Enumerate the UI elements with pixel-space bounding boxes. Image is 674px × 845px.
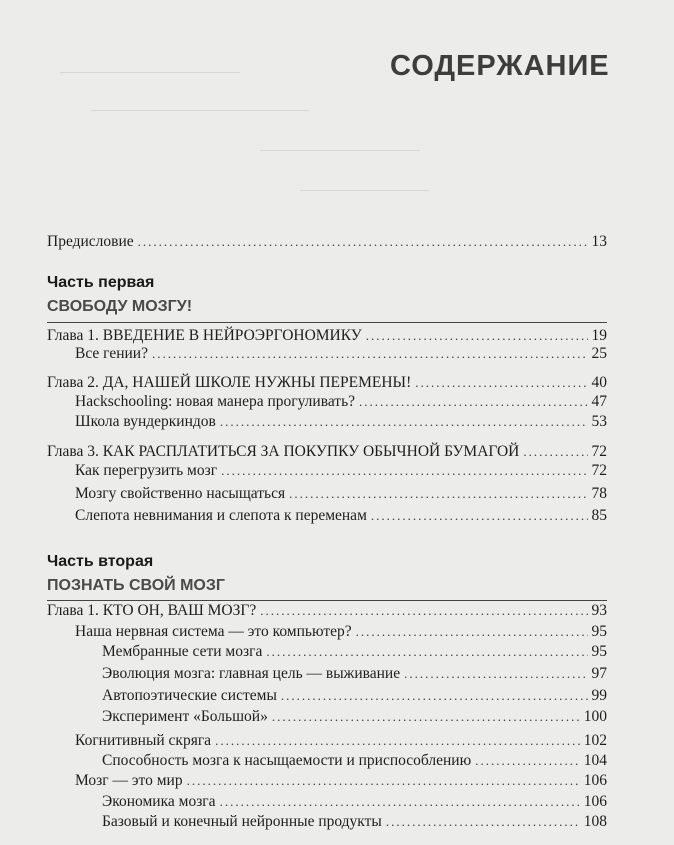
toc-entry-subsection [102,686,607,706]
toc-entry-label: Глава 3. КАК РАСПЛАТИТЬСЯ ЗА ПОКУПКУ ОБЫЧНОЙ БУМАГОЙ [47,443,520,460]
toc-entry-label: Способность мозга к насыщаемости и приспособлению [102,752,472,769]
part-label: Часть вторая [47,553,154,570]
toc-leader-dots [475,751,580,771]
toc-entry-page: 95 [591,623,607,640]
part-title: СВОБОДУ МОЗГУ! [47,298,193,315]
bleed-through-line [260,150,420,151]
toc-entry-section [75,622,607,642]
toc-entry-page: 106 [583,772,607,789]
toc-entry-page: 19 [591,327,607,344]
toc-entry-label: Когнитивный скряга [75,732,212,749]
part-divider [47,322,607,323]
toc-entry-section [75,771,607,791]
toc-entry-section [75,392,607,412]
toc-leader-dots [220,792,580,812]
toc-leader-dots [152,344,588,364]
toc-entry-section [75,461,607,481]
toc-entry-label: Слепота невнимания и слепота к переменам [75,507,367,524]
toc-entry-label: Как перегрузить мозг [75,462,218,479]
toc-entry-page: 99 [591,687,607,704]
part-label: Часть первая [47,274,155,291]
toc-leader-dots [289,484,587,504]
toc-leader-dots [386,812,580,832]
toc-entry-page: 97 [591,665,607,682]
toc-entry-page: 102 [583,732,607,749]
toc-entry-label: Предисловие [47,233,134,250]
toc-entry-page: 25 [591,345,607,362]
toc-entry-subsection [102,707,607,727]
page-title: СОДЕРЖАНИЕ [390,50,610,82]
toc-entry-page: 100 [583,708,607,725]
toc-entry-section [75,344,607,364]
toc-entry-page: 47 [591,393,607,410]
toc-entry-page: 93 [591,602,607,619]
toc-leader-dots [220,412,588,432]
toc-entry-label: Мозгу свойственно насыщаться [75,485,286,502]
toc-entry-label: Мозг — это мир [75,772,183,789]
toc-entry-label: Базовый и конечный нейронные продукты [102,813,382,830]
toc-leader-dots [281,686,588,706]
bleed-through-line [300,190,430,191]
toc-leader-dots [356,622,588,642]
toc-entry-label: Глава 1. КТО ОН, ВАШ МОЗГ? [47,602,257,619]
toc-leader-dots [415,373,587,393]
toc-leader-dots [366,326,588,346]
toc-leader-dots [359,392,587,412]
bleed-through-line [60,72,240,73]
toc-leader-dots [187,771,580,791]
toc-entry-section [75,731,607,751]
toc-entry-label: Глава 2. ДА, НАШЕЙ ШКОЛЕ НУЖНЫ ПЕРЕМЕНЫ! [47,374,412,391]
toc-entry-page: 72 [591,443,607,460]
toc-entry-subsection [102,792,607,812]
toc-leader-dots [371,506,588,526]
toc-entry-subsection [102,812,607,832]
toc-entry-label: Школа вундеркиндов [75,413,216,430]
toc-entry-section [75,484,607,504]
toc-entry-section [75,506,607,526]
toc-leader-dots [260,601,587,621]
toc-entry-page: 95 [591,643,607,660]
toc-entry-chapter [47,442,607,462]
toc-entry-page: 106 [583,793,607,810]
toc-entry-subsection [102,664,607,684]
toc-entry-subsection [102,751,607,771]
toc-entry-preface [47,232,607,252]
toc-entry-page: 72 [591,462,607,479]
toc-entry-page: 78 [591,485,607,502]
toc-leader-dots [221,461,587,481]
toc-entry-label: Экономика мозга [102,793,216,810]
toc-entry-page: 53 [591,413,607,430]
toc-entry-label: Эксперимент «Большой» [102,708,268,725]
toc-entry-label: Мембранные сети мозга [102,643,263,660]
toc-entry-page: 85 [591,507,607,524]
toc-entry-label: Глава 1. ВВЕДЕНИЕ В НЕЙРОЭРГОНОМИКУ [47,327,362,344]
toc-leader-dots [523,442,587,462]
toc-entry-page: 108 [583,813,607,830]
part-title: ПОЗНАТЬ СВОЙ МОЗГ [47,577,225,594]
toc-leader-dots [266,642,587,662]
toc-entry-label: Автопоэтические системы [102,687,277,704]
toc-leader-dots [138,232,588,252]
toc-entry-section [75,412,607,432]
bleed-through-line [90,110,310,111]
toc-leader-dots [272,707,580,727]
toc-entry-page: 104 [583,752,607,769]
toc-entry-subsection [102,642,607,662]
toc-entry-label: Наша нервная система — это компьютер? [75,623,352,640]
toc-entry-label: Hackschooling: новая манера прогуливать? [75,393,356,410]
toc-entry-page: 13 [591,233,607,250]
toc-entry-label: Все гении? [75,345,148,362]
toc-entry-chapter [47,601,607,621]
toc-leader-dots [215,731,580,751]
toc-entry-chapter [47,326,607,346]
toc-entry-chapter [47,373,607,393]
toc-entry-label: Эволюция мозга: главная цель — выживание [102,665,401,682]
toc-leader-dots [404,664,587,684]
toc-entry-page: 40 [591,374,607,391]
